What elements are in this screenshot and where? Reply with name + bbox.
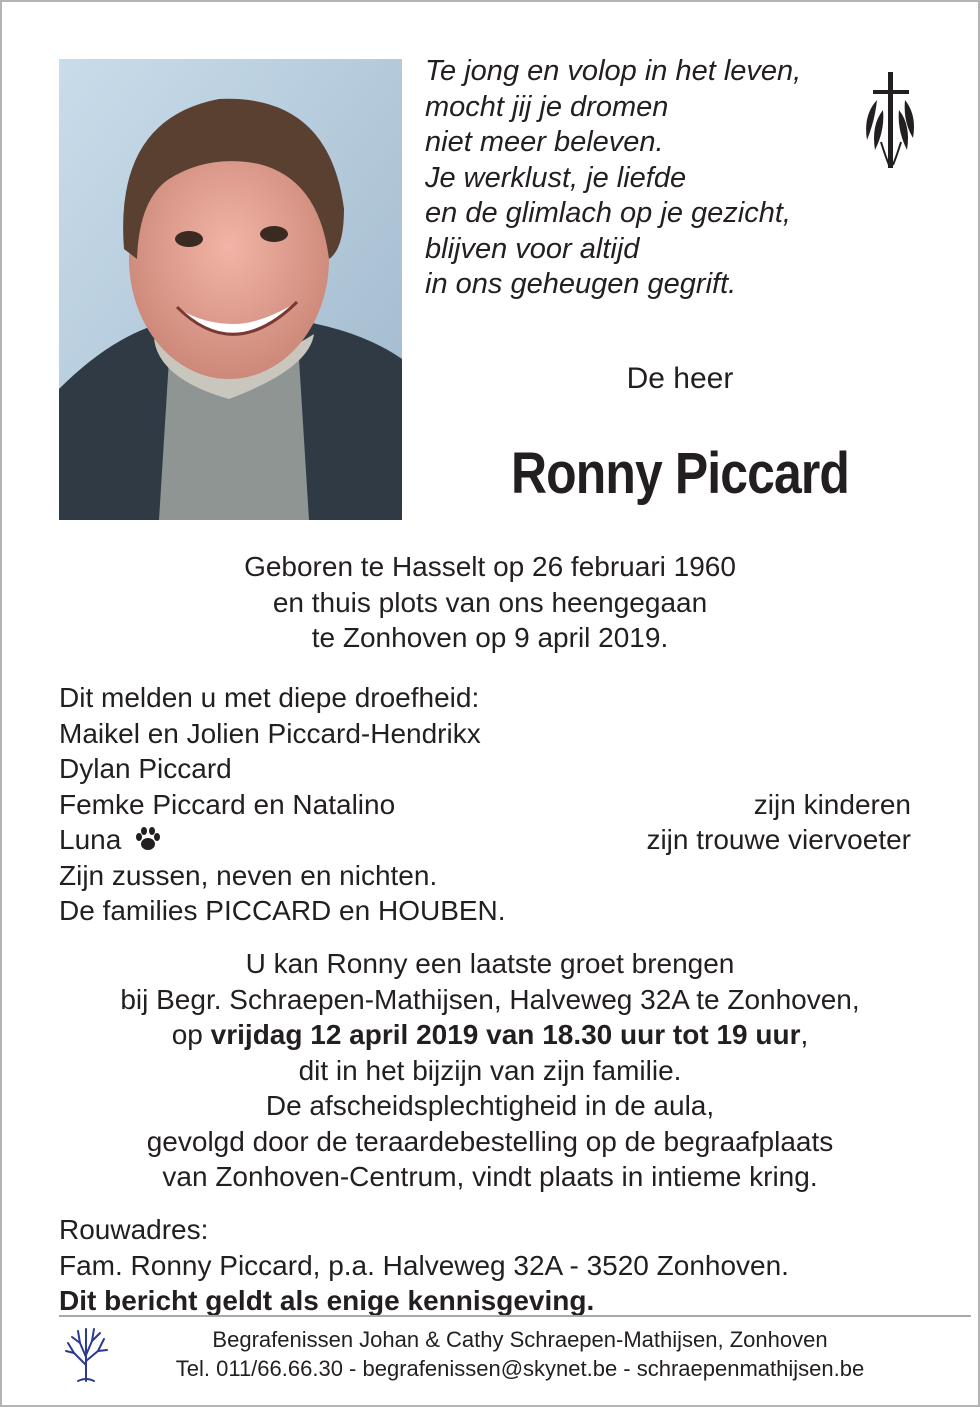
- funeral-home-footer: [110, 1325, 930, 1383]
- family-member: Zijn zussen, neven en nichten.: [59, 859, 438, 891]
- address-line: Fam. Ronny Piccard, p.a. Halveweg 32A - 3520 Zonhoven.: [59, 1249, 789, 1281]
- poem-line: en de glimlach op je gezicht,: [425, 197, 791, 229]
- visit-line: gevolgd door de teraardebestelling op de begraafplaats: [146, 1125, 834, 1157]
- footer-contact: Tel. 011/66.66.30 - begrafenissen@skynet.be - schraepenmathijsen.be: [175, 1356, 865, 1381]
- paw-icon: [135, 827, 161, 851]
- poem-line: mocht jij je dromen: [425, 90, 669, 123]
- family-member: De families PICCARD en HOUBEN.: [59, 895, 506, 926]
- divider: [59, 1315, 971, 1317]
- birth-line: Geboren te Hasselt op 26 februari 1960: [244, 551, 736, 582]
- family-intro: Dit melden u met diepe droefheid:: [59, 682, 480, 713]
- visitation-info: [0, 946, 980, 1195]
- honorific: De heer: [626, 362, 734, 395]
- poem-line: Je werklust, je liefde: [425, 161, 687, 194]
- mourning-address: [59, 1212, 789, 1319]
- footer-line: Begrafenissen Johan & Cathy Schraepen-Mathijsen, Zonhoven: [212, 1327, 828, 1352]
- birth-line: te Zonhoven op 9 april 2019.: [311, 622, 669, 653]
- pet-name: Luna: [59, 824, 122, 855]
- poem-line: in ons geheugen gegrift.: [425, 268, 737, 300]
- address-label: Rouwadres:: [59, 1214, 209, 1245]
- birth-death-info: [0, 549, 980, 656]
- visit-datetime: vrijdag 12 april 2019 van 18.30 uur tot 19 uur: [210, 1019, 801, 1050]
- family-member: Dylan Piccard: [59, 753, 232, 784]
- family-member: Femke Piccard en Natalino: [59, 788, 396, 820]
- family-list: [59, 680, 911, 929]
- family-role: zijn trouwe viervoeter: [646, 824, 911, 855]
- tree-logo-icon: [62, 1325, 110, 1388]
- deceased-name: Ronny Piccard: [510, 441, 850, 506]
- birth-line: en thuis plots van ons heengegaan: [272, 586, 708, 618]
- poem-line: niet meer beleven.: [425, 126, 664, 158]
- visit-line-datetime: op vrijdag 12 april 2019 van 18.30 uur tot 19 uur,: [171, 1019, 809, 1050]
- poem-line: blijven voor altijd: [425, 232, 640, 265]
- portrait-photo: [59, 59, 402, 520]
- notice-line: Dit bericht geldt als enige kennisgeving.: [59, 1285, 595, 1316]
- family-role: zijn kinderen: [753, 788, 911, 820]
- family-member: Maikel en Jolien Piccard-Hendrikx: [59, 717, 481, 749]
- visit-line: De afscheidsplechtigheid in de aula,: [265, 1090, 715, 1121]
- visit-line: bij Begr. Schraepen-Mathijsen, Halveweg 32A te Zonhoven,: [120, 983, 860, 1015]
- poem-line: Te jong en volop in het leven,: [425, 55, 802, 87]
- cross-with-wheat-icon: [855, 70, 917, 175]
- poem: [425, 54, 801, 303]
- visit-line: U kan Ronny een laatste groet brengen: [245, 948, 735, 979]
- visit-line: van Zonhoven-Centrum, vindt plaats in intieme kring.: [162, 1161, 818, 1192]
- visit-line: dit in het bijzijn van zijn familie.: [298, 1054, 682, 1086]
